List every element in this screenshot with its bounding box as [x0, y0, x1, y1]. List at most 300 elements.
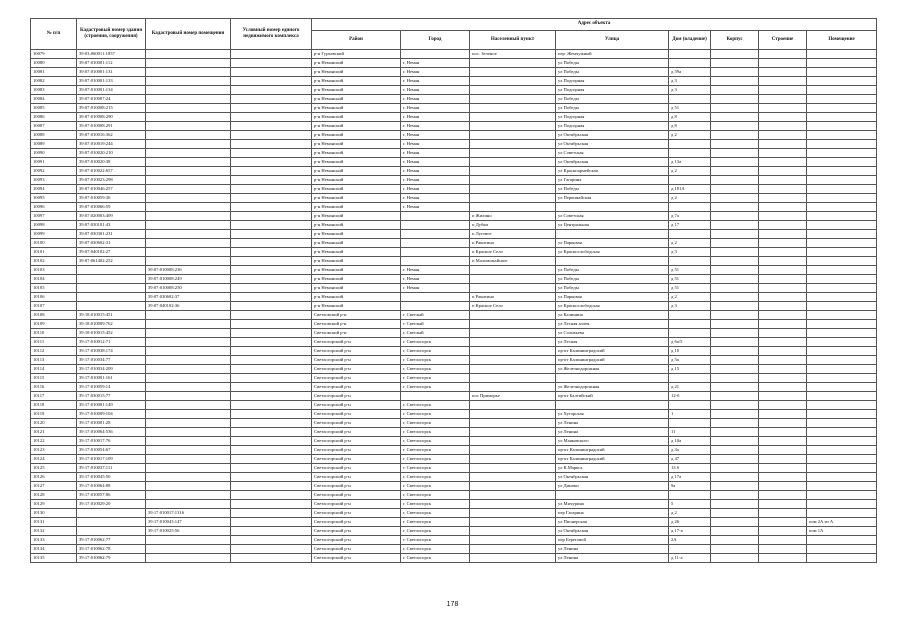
cell-room — [807, 248, 877, 257]
table-row — [31, 239, 877, 248]
cell-house — [669, 95, 711, 104]
cell-settlement — [470, 509, 556, 518]
cell-room — [807, 509, 877, 518]
cell-district: р-н Неманский — [312, 293, 401, 302]
cell-num: 10103 — [31, 266, 77, 275]
cell-district: р-н Неманский — [312, 185, 401, 194]
cell-room — [807, 464, 877, 473]
cell-korpus — [711, 464, 759, 473]
table-row — [31, 329, 877, 338]
cell-city: г. Неман — [401, 275, 470, 284]
cell-cadastral-building: 39:17:010017:109 — [77, 455, 146, 464]
cell-korpus — [711, 311, 759, 320]
table-row — [31, 455, 877, 464]
cell-korpus — [711, 68, 759, 77]
cell-building — [759, 113, 807, 122]
table-row — [31, 527, 877, 536]
cell-room — [807, 311, 877, 320]
cell-street: ул Краснослободская — [556, 248, 669, 257]
cell-conditional-complex — [231, 302, 312, 311]
cell-settlement — [470, 347, 556, 356]
cell-korpus — [711, 554, 759, 563]
cell-cadastral-building: 39:07:010020:210 — [77, 149, 146, 158]
cell-city: г. Светлогорск — [401, 356, 470, 365]
cell-cadastral-building: 39:17:010038:174 — [77, 347, 146, 356]
cell-conditional-complex — [231, 545, 312, 554]
cell-house: 2А — [669, 536, 711, 545]
cell-korpus — [711, 527, 759, 536]
cell-cadastral-building: 39:17:010054:67 — [77, 446, 146, 455]
cell-korpus — [711, 509, 759, 518]
cell-korpus — [711, 392, 759, 401]
cell-street: ул Калинина — [556, 311, 669, 320]
cell-conditional-complex — [231, 230, 312, 239]
cell-city: г. Светлогорск — [401, 383, 470, 392]
cell-district: Светлогорский р-н — [312, 473, 401, 482]
cell-settlement — [470, 140, 556, 149]
cell-building — [759, 221, 807, 230]
cell-num: 10090 — [31, 149, 77, 158]
cell-house: д 51 — [669, 275, 711, 284]
cell-conditional-complex — [231, 437, 312, 446]
cell-building — [759, 545, 807, 554]
header-building: Строение — [759, 30, 807, 49]
cell-city: г. Светлогорск — [401, 437, 470, 446]
cell-house: 12-б — [669, 392, 711, 401]
cell-cadastral-room — [146, 239, 231, 248]
cell-settlement — [470, 77, 556, 86]
cell-room — [807, 149, 877, 158]
cell-korpus — [711, 275, 759, 284]
cell-street: ул Октябрьская — [556, 473, 669, 482]
cell-building — [759, 275, 807, 284]
cell-room — [807, 194, 877, 203]
cell-house: д 17 — [669, 221, 711, 230]
cell-house: д 10 — [669, 347, 711, 356]
cell-num: 10099 — [31, 230, 77, 239]
cell-conditional-complex — [231, 554, 312, 563]
cell-district: Светлогорский р-н — [312, 356, 401, 365]
cell-room — [807, 302, 877, 311]
cell-settlement — [470, 284, 556, 293]
cell-city — [401, 212, 470, 221]
cell-building — [759, 302, 807, 311]
table-row — [31, 185, 877, 194]
cell-num: 10124 — [31, 455, 77, 464]
cell-num: 10127 — [31, 482, 77, 491]
cell-building — [759, 347, 807, 356]
cell-settlement: пос. Зеленое — [470, 50, 556, 59]
cell-street: ул Победы — [556, 59, 669, 68]
cell-settlement — [470, 86, 556, 95]
cell-conditional-complex — [231, 248, 312, 257]
cell-city: г. Светлогорск — [401, 347, 470, 356]
cell-street — [556, 203, 669, 212]
table-row — [31, 509, 877, 518]
cell-room — [807, 158, 877, 167]
cell-korpus — [711, 401, 759, 410]
cell-street: ул Мичурина — [556, 500, 669, 509]
cell-conditional-complex — [231, 212, 312, 221]
cell-cadastral-building: 39:17:010009:104 — [77, 410, 146, 419]
cell-settlement — [470, 329, 556, 338]
cell-cadastral-room — [146, 320, 231, 329]
cell-num: 10106 — [31, 293, 77, 302]
cell-cadastral-room — [146, 212, 231, 221]
cell-city: г. Светлогорск — [401, 491, 470, 500]
cell-building — [759, 248, 807, 257]
cell-house: д 11-а — [669, 554, 711, 563]
cell-settlement — [470, 365, 556, 374]
cell-house: д 10а — [669, 437, 711, 446]
cell-district: Светлогорский р-н — [312, 518, 401, 527]
cell-building — [759, 464, 807, 473]
cell-num: 10098 — [31, 221, 77, 230]
cell-district: Светлогорский р-н — [312, 410, 401, 419]
cell-num: 10125 — [31, 464, 77, 473]
table-row — [31, 176, 877, 185]
cell-cadastral-room — [146, 419, 231, 428]
cell-district: Светлогорский р-н — [312, 392, 401, 401]
cell-city: г. Неман — [401, 149, 470, 158]
cell-district: Светлогорский р-н — [312, 419, 401, 428]
cell-street — [556, 257, 669, 266]
table-row — [31, 320, 877, 329]
cell-building — [759, 59, 807, 68]
cell-conditional-complex — [231, 365, 312, 374]
table-row — [31, 230, 877, 239]
cell-district: Светлогорский р-н — [312, 338, 401, 347]
cell-cadastral-room — [146, 203, 231, 212]
cell-cadastral-building: 39:17:010037:111 — [77, 464, 146, 473]
cell-building — [759, 428, 807, 437]
cell-room — [807, 365, 877, 374]
cell-cadastral-room — [146, 149, 231, 158]
cell-cadastral-building: 39:17:010034:77 — [77, 356, 146, 365]
cell-room — [807, 491, 877, 500]
cell-street: ул Динамо — [556, 482, 669, 491]
cell-district: р-н Неманский — [312, 158, 401, 167]
cell-city: г. Неман — [401, 104, 470, 113]
cell-city: г. Светлогорск — [401, 428, 470, 437]
cell-cadastral-room — [146, 131, 231, 140]
cell-district: р-н Неманский — [312, 131, 401, 140]
cell-settlement: п Жилино — [470, 212, 556, 221]
cell-korpus — [711, 77, 759, 86]
cell-house — [669, 257, 711, 266]
cell-korpus — [711, 437, 759, 446]
header-address-group: Адрес объекта — [312, 19, 877, 31]
cell-conditional-complex — [231, 446, 312, 455]
cell-korpus — [711, 284, 759, 293]
table-row — [31, 131, 877, 140]
cell-city: г. Светлогорск — [401, 410, 470, 419]
cell-conditional-complex — [231, 122, 312, 131]
cell-cadastral-building: 39:07:010020:38 — [77, 158, 146, 167]
header-street: Улица — [556, 30, 669, 49]
cell-settlement — [470, 275, 556, 284]
cell-cadastral-room — [146, 122, 231, 131]
cell-korpus — [711, 302, 759, 311]
cell-building — [759, 239, 807, 248]
cell-cadastral-room: 39:17:010025:56 — [146, 527, 231, 536]
cell-cadastral-building: 39:07:030101:43 — [77, 221, 146, 230]
cell-korpus — [711, 455, 759, 464]
cell-building — [759, 86, 807, 95]
cell-num: 10107 — [31, 302, 77, 311]
cell-building — [759, 77, 807, 86]
cell-street: ул Советская — [556, 212, 669, 221]
cell-cadastral-room — [146, 437, 231, 446]
cell-building — [759, 149, 807, 158]
cell-cadastral-room — [146, 311, 231, 320]
cell-street: ул Парковая — [556, 239, 669, 248]
cell-conditional-complex — [231, 392, 312, 401]
cell-building — [759, 356, 807, 365]
cell-house — [669, 491, 711, 500]
cell-district: р-н Неманский — [312, 239, 401, 248]
cell-num: 10094 — [31, 185, 77, 194]
table-row — [31, 392, 877, 401]
cell-conditional-complex — [231, 131, 312, 140]
cell-num: 10081 — [31, 68, 77, 77]
cell-cadastral-room — [146, 194, 231, 203]
cell-korpus — [711, 491, 759, 500]
cell-room — [807, 356, 877, 365]
cell-house: д 181А — [669, 185, 711, 194]
cell-district: Светлогорский р-н — [312, 464, 401, 473]
cell-district: р-н Неманский — [312, 203, 401, 212]
cell-cadastral-building: 39:17:010034:209 — [77, 365, 146, 374]
cell-building — [759, 374, 807, 383]
cell-building — [759, 257, 807, 266]
cell-district: р-н Неманский — [312, 275, 401, 284]
cell-cadastral-building: 39:17:010062:77 — [77, 536, 146, 545]
cell-district: Светлогорский р-н — [312, 455, 401, 464]
cell-district: Светлогорский р-н — [312, 428, 401, 437]
cell-conditional-complex — [231, 113, 312, 122]
cell-building — [759, 401, 807, 410]
cell-korpus — [711, 167, 759, 176]
cell-city: г. Неман — [401, 158, 470, 167]
cell-conditional-complex — [231, 284, 312, 293]
cell-district: Светлогорский р-н — [312, 374, 401, 383]
cell-settlement — [470, 356, 556, 365]
cell-num: 10111 — [31, 338, 77, 347]
cell-house: д 51 — [669, 284, 711, 293]
cell-room — [807, 383, 877, 392]
cell-room — [807, 500, 877, 509]
cell-house: д 6а/5 — [669, 338, 711, 347]
cell-district: Светлогорский р-н — [312, 500, 401, 509]
cell-korpus — [711, 59, 759, 68]
cell-settlement — [470, 473, 556, 482]
table-row — [31, 338, 877, 347]
cell-cadastral-building: 39:07:030301:231 — [77, 230, 146, 239]
cell-num: 10131 — [31, 518, 77, 527]
cell-num: 10086 — [31, 113, 77, 122]
cell-district: Светловский р-н — [312, 320, 401, 329]
object-register-table — [30, 18, 877, 563]
cell-city: г. Неман — [401, 284, 470, 293]
cell-cadastral-room — [146, 428, 231, 437]
cell-korpus — [711, 212, 759, 221]
cell-cadastral-room — [146, 185, 231, 194]
table-row — [31, 545, 877, 554]
table-row — [31, 491, 877, 500]
cell-num: 10132 — [31, 527, 77, 536]
cell-conditional-complex — [231, 482, 312, 491]
cell-korpus — [711, 149, 759, 158]
cell-district: р-н Неманский — [312, 104, 401, 113]
cell-street: ул Победы — [556, 284, 669, 293]
cell-conditional-complex — [231, 68, 312, 77]
cell-settlement — [470, 554, 556, 563]
table-row — [31, 167, 877, 176]
cell-street: ул Октябрьская — [556, 131, 669, 140]
cell-house — [669, 176, 711, 185]
cell-room — [807, 185, 877, 194]
cell-district: р-н Неманский — [312, 86, 401, 95]
cell-cadastral-room: 39:07:040102:36 — [146, 302, 231, 311]
cell-room — [807, 176, 877, 185]
cell-korpus — [711, 365, 759, 374]
cell-room — [807, 212, 877, 221]
cell-korpus — [711, 122, 759, 131]
cell-settlement: пос Приморье — [470, 392, 556, 401]
cell-building — [759, 392, 807, 401]
cell-cadastral-building: 39:18:010015:452 — [77, 329, 146, 338]
cell-settlement — [470, 338, 556, 347]
cell-cadastral-building: 39:17:010001:28 — [77, 419, 146, 428]
table-row — [31, 248, 877, 257]
cell-settlement — [470, 185, 556, 194]
cell-korpus — [711, 239, 759, 248]
cell-street: ул Маяковского — [556, 437, 669, 446]
cell-building — [759, 185, 807, 194]
cell-cadastral-room — [146, 356, 231, 365]
cell-house — [669, 374, 711, 383]
table-row — [31, 50, 877, 59]
cell-city: г. Светлый — [401, 329, 470, 338]
cell-cadastral-room: 39:17:010043:147 — [146, 518, 231, 527]
cell-conditional-complex — [231, 104, 312, 113]
cell-district: Светлогорский р-н — [312, 347, 401, 356]
cell-building — [759, 266, 807, 275]
cell-room — [807, 392, 877, 401]
cell-conditional-complex — [231, 77, 312, 86]
table-header — [31, 19, 877, 50]
cell-street: ул К.Маркса — [556, 464, 669, 473]
cell-city: г. Светлогорск — [401, 536, 470, 545]
cell-building — [759, 455, 807, 464]
cell-room — [807, 77, 877, 86]
cell-cadastral-room — [146, 491, 231, 500]
cell-conditional-complex — [231, 356, 312, 365]
cell-building — [759, 176, 807, 185]
cell-house — [669, 311, 711, 320]
cell-room — [807, 338, 877, 347]
cell-city: г. Неман — [401, 77, 470, 86]
cell-house: д 7а — [669, 212, 711, 221]
cell-settlement — [470, 383, 556, 392]
cell-num: 10134 — [31, 545, 77, 554]
cell-korpus — [711, 338, 759, 347]
cell-korpus — [711, 185, 759, 194]
cell-room — [807, 203, 877, 212]
table-row — [31, 257, 877, 266]
cell-korpus — [711, 428, 759, 437]
cell-building — [759, 482, 807, 491]
cell-cadastral-room — [146, 545, 231, 554]
cell-settlement: п Ракитино — [470, 293, 556, 302]
table-row — [31, 149, 877, 158]
cell-cadastral-room — [146, 329, 231, 338]
cell-cadastral-room — [146, 401, 231, 410]
table-row — [31, 446, 877, 455]
cell-cadastral-building: 39:07:010023:298 — [77, 176, 146, 185]
cell-conditional-complex — [231, 347, 312, 356]
cell-num: 10089 — [31, 140, 77, 149]
cell-settlement — [470, 446, 556, 455]
cell-settlement — [470, 104, 556, 113]
cell-street: ул Подгорная — [556, 113, 669, 122]
table-row — [31, 212, 877, 221]
cell-cadastral-room — [146, 77, 231, 86]
cell-num: 10114 — [31, 365, 77, 374]
cell-cadastral-room — [146, 50, 231, 59]
header-cadastral-room: Кадастровый номер помещения — [146, 19, 231, 50]
cell-conditional-complex — [231, 428, 312, 437]
cell-building — [759, 320, 807, 329]
cell-district: р-н Неманский — [312, 266, 401, 275]
cell-settlement — [470, 266, 556, 275]
cell-house — [669, 59, 711, 68]
cell-room — [807, 167, 877, 176]
cell-cadastral-building — [77, 302, 146, 311]
cell-settlement — [470, 122, 556, 131]
cell-room — [807, 446, 877, 455]
cell-korpus — [711, 140, 759, 149]
cell-house: д 3 — [669, 77, 711, 86]
header-cadastral-building: Кадастровый номер здания (строения, сооружения) — [77, 19, 146, 50]
cell-street: ул Победы — [556, 266, 669, 275]
cell-cadastral-building: 39:17:010062:79 — [77, 554, 146, 563]
cell-cadastral-room — [146, 500, 231, 509]
cell-korpus — [711, 113, 759, 122]
cell-house: д 2 — [669, 293, 711, 302]
cell-settlement — [470, 455, 556, 464]
table-row — [31, 266, 877, 275]
cell-city: г. Неман — [401, 167, 470, 176]
cell-cadastral-room: 39:07:030602:37 — [146, 293, 231, 302]
cell-district: р-н Неманский — [312, 248, 401, 257]
table-row — [31, 428, 877, 437]
cell-district: Светлогорский р-н — [312, 536, 401, 545]
cell-settlement — [470, 518, 556, 527]
cell-korpus — [711, 104, 759, 113]
cell-district: р-н Неманский — [312, 284, 401, 293]
header-district: Район — [312, 30, 401, 49]
cell-street: ул Победы — [556, 95, 669, 104]
cell-city: г. Светлогорск — [401, 527, 470, 536]
cell-settlement — [470, 95, 556, 104]
table-row — [31, 374, 877, 383]
cell-city: г. Светлогорск — [401, 500, 470, 509]
cell-num: 10104 — [31, 275, 77, 284]
cell-district: Светлогорский р-н — [312, 482, 401, 491]
table-row — [31, 104, 877, 113]
